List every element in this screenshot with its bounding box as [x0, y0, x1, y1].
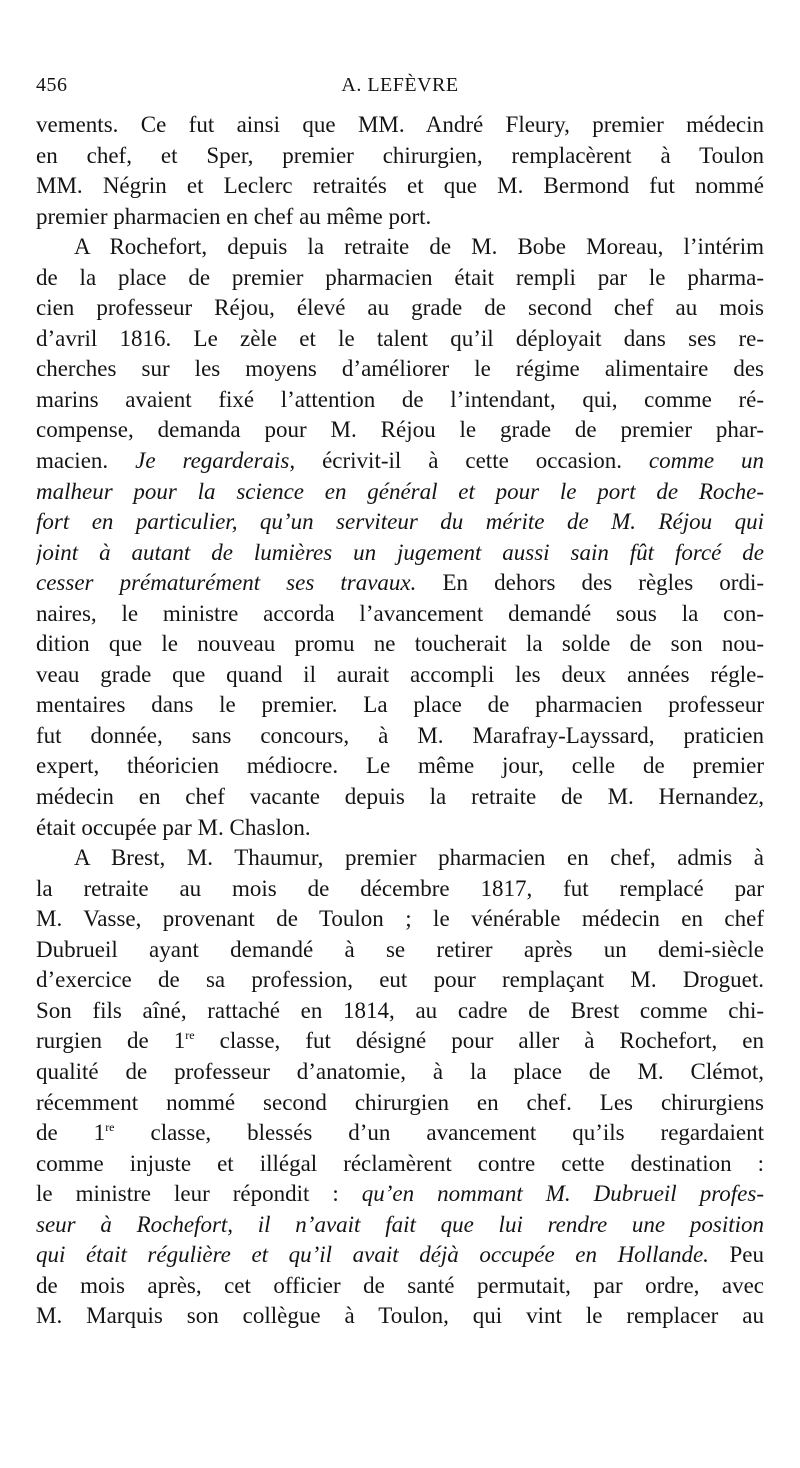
text-line: MM. Négrin et Leclerc retraités et que M. Bermond fut nommé	[36, 173, 764, 199]
text-line: veau grade que quand il aurait accompli les deux années régle-	[36, 661, 764, 687]
text-line: la retraite au mois de décembre 1817, fut remplacé par	[36, 875, 764, 901]
text-line: M. Marquis son collègue à Toulon, qui vint le remplacer au	[36, 1303, 764, 1329]
text-line: Son fils aîné, rattaché en 1814, au cadre de Brest comme chi-	[36, 997, 764, 1023]
text-line: marins avaient fixé l’attention de l’intendant, qui, comme ré-	[36, 386, 764, 412]
text-line: fort en particulier, qu’un serviteur du mérite de M. Réjou qui	[36, 509, 764, 535]
text-line: d’avril 1816. Le zèle et le talent qu’il déployait dans ses re-	[36, 325, 764, 351]
text-line: rurgien de 1re classe, fut désigné pour aller à Rochefort, en	[36, 1028, 764, 1054]
text-line: récemment nommé second chirurgien en chef. Les chirurgiens	[36, 1089, 764, 1115]
text-line: qualité de professeur d’anatomie, à la place de M. Clémot,	[36, 1058, 764, 1084]
text-line: en chef, et Sper, premier chirurgien, remplacèrent à Toulon	[36, 142, 764, 168]
text-line: seur à Rochefort, il n’avait fait que lui rendre une position	[36, 1211, 764, 1237]
text-line: dition que le nouveau promu ne toucherait la solde de son nou-	[36, 631, 764, 657]
text-line: cien professeur Réjou, élevé au grade de second chef au mois	[36, 295, 764, 321]
text-line: vements. Ce fut ainsi que MM. André Fleury, premier médecin	[36, 112, 764, 137]
text-line: médecin en chef vacante depuis la retraite de M. Hernandez,	[36, 784, 764, 810]
page-number: 456	[36, 74, 68, 96]
text-line: fut donnée, sans concours, à M. Marafray-Layssard, praticien	[36, 722, 764, 748]
text-line: naires, le ministre accorda l’avancement demandé sous la con-	[36, 600, 764, 626]
text-line: compense, demanda pour M. Réjou le grade de premier phar-	[36, 417, 764, 443]
text-line: A Brest, M. Thaumur, premier pharmacien en chef, admis à	[74, 845, 764, 871]
text-line: M. Vasse, provenant de Toulon ; le vénérable médecin en chef	[36, 906, 764, 932]
text-line: malheur pour la science en général et pour le port de Roche-	[36, 478, 764, 504]
text-line: comme injuste et illégal réclamèrent contre cette destination :	[36, 1150, 764, 1176]
text-line: premier pharmacien en chef au même port.	[36, 203, 432, 229]
text-line: qui était régulière et qu’il avait déjà occupée en Hollande. Peu	[36, 1242, 764, 1268]
text-line: macien. Je regarderais, écrivit-il à cette occasion. comme un	[36, 448, 764, 474]
page-header	[36, 74, 764, 102]
text-line: expert, théoricien médiocre. Le même jour, celle de premier	[36, 753, 764, 779]
text-line: était occupée par M. Chaslon.	[36, 814, 311, 840]
text-line: cherches sur les moyens d’améliorer le régime alimentaire des	[36, 356, 764, 382]
body-text	[36, 110, 764, 1332]
text-line: Dubrueil ayant demandé à se retirer après un demi-siècle	[36, 936, 764, 962]
text-line: de la place de premier pharmacien était rempli par le pharma-	[36, 264, 764, 290]
text-line: d’exercice de sa profession, eut pour remplaçant M. Droguet.	[36, 967, 764, 993]
running-head: A. LEFÈVRE	[341, 74, 459, 96]
text-line: cesser prématurément ses travaux. En dehors des règles ordi-	[36, 570, 764, 596]
text-line: joint à autant de lumières un jugement aussi sain fût forcé de	[36, 539, 764, 565]
text-line: mentaires dans le premier. La place de pharmacien professeur	[36, 692, 764, 718]
text-line: de 1re classe, blessés d’un avancement qu’ils regardaient	[36, 1120, 764, 1146]
text-line: A Rochefort, depuis la retraite de M. Bobe Moreau, l’intérim	[74, 234, 764, 260]
text-line: de mois après, cet officier de santé permutait, par ordre, avec	[36, 1272, 764, 1298]
text-line: le ministre leur répondit : qu’en nommant M. Dubrueil profes-	[36, 1181, 764, 1207]
